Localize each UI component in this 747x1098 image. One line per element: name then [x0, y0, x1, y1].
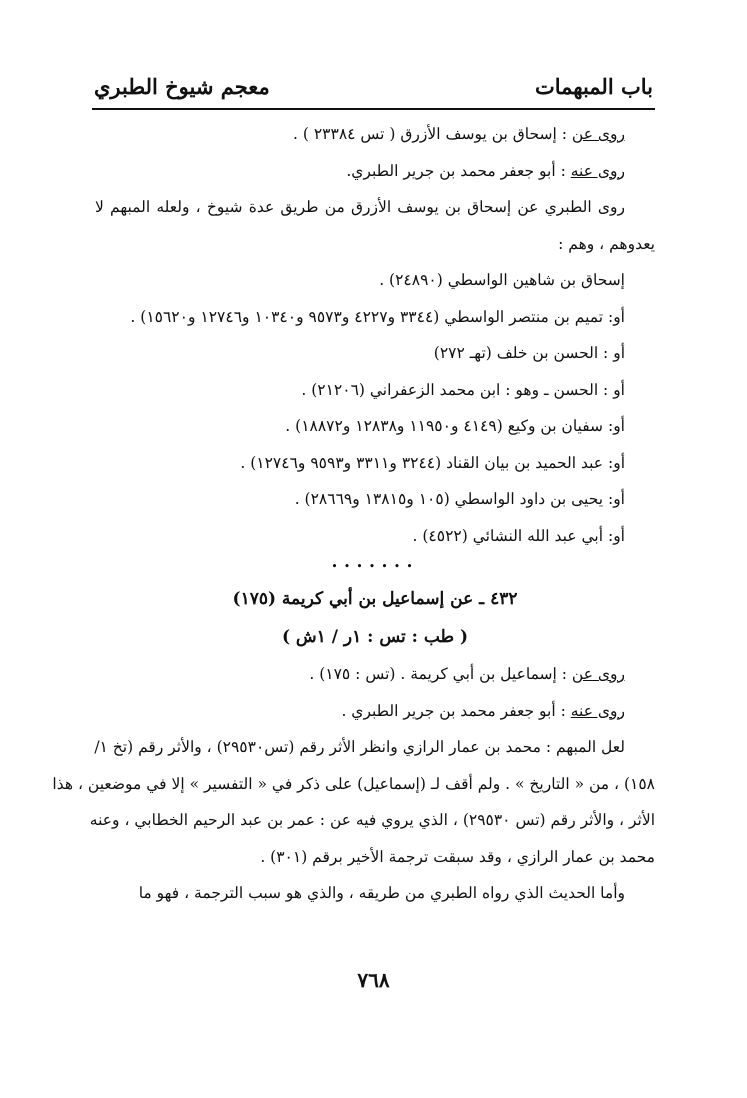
list-item: أو: يحيى بن داود الواسطي (١٠٥ و١٣٨١٥ و٢٨٦٦٩) .	[294, 490, 625, 508]
list-item: أو: سفيان بن وكيع (٤١٤٩ و١١٩٥٠ و١٢٨٣٨ و١٨٨٧٢) .	[285, 417, 625, 435]
paragraph-line: ١٥٨) ، من « التاريخ » . ولم أقف لـ (إسماعيل) على ذكر في « التفسير » إلا في موضعين ، هذا	[52, 774, 655, 793]
entry-subtitle: ( طب : تس : ١ر / ١ش )	[281, 627, 469, 647]
narrated-by-label: روى عنه	[570, 161, 625, 180]
narrated-from-label: روى عن	[571, 125, 625, 143]
page-number: ٧٦٨	[357, 968, 390, 992]
narrated-from-text: : إسحاق بن يوسف الأزرق ( تس ٢٣٣٨٤ ) .	[293, 125, 567, 143]
header-book-title: معجم شيوخ الطبري	[94, 74, 270, 99]
entry-narrated-by-line	[95, 693, 655, 730]
paragraph-line: لعل المبهم : محمد بن عمار الرازي وانظر الأثر رقم (تس٢٩٥٣٠) ، والأثر رقم (تخ ١/	[94, 738, 625, 756]
paragraph-line: محمد بن عمار الرازي ، وقد سبقت ترجمة الأخير برقم (٣٠١) .	[260, 847, 655, 866]
narrated-from-line	[95, 116, 655, 153]
entry-narrated-by-label: روى عنه	[570, 701, 625, 720]
list-item: إسحاق بن شاهين الواسطي (٢٤٨٩٠) .	[379, 271, 625, 289]
narrated-by-line	[95, 153, 655, 190]
paragraph-line: روى الطبري عن إسحاق بن يوسف الأزرق من طريق عدة شيوخ ، ولعله المبهم لا	[95, 198, 625, 216]
paragraph-line: يعدوهم ، وهم :	[558, 234, 655, 253]
entry-narrated-from-label: روى عن	[571, 665, 625, 683]
running-header	[92, 70, 655, 110]
entry-narrated-by-text: : أبو جعفر محمد بن جرير الطبري .	[341, 701, 566, 720]
list-item: أو : الحسن بن خلف (تهـ ٢٧٢)	[433, 344, 625, 362]
section-separator: •••••••	[331, 560, 419, 573]
page-content	[52, 116, 655, 912]
list-item: أو: عبد الحميد بن بيان القناد (٣٢٤٤ و٣٣١١ و٩٥٩٣ و١٢٧٤٦) .	[240, 453, 625, 472]
paragraph-line: وأما الحديث الذي رواه الطبري من طريقه ، والذي هو سبب الترجمة ، فهو ما	[138, 884, 625, 902]
narrated-by-text: : أبو جعفر محمد بن جرير الطبري.	[346, 161, 566, 180]
list-item: أو : الحسن ـ وهو : ابن محمد الزعفراني (٢١٢٠٦) .	[301, 380, 625, 399]
list-item: أو: تميم بن منتصر الواسطي (٣٣٤٤ و٤٢٢٧ و٩٥٧٣ و١٠٣٤٠ و١٢٧٤٦ و١٥٦٢٠) .	[130, 307, 625, 326]
entry-narrated-from-text: : إسماعيل بن أبي كريمة . (تس : ١٧٥) .	[309, 665, 567, 683]
list-item: أو: أبي عبد الله النشائي (٤٥٢٢) .	[412, 526, 625, 545]
header-chapter-title: باب المبهمات	[534, 74, 653, 99]
paragraph-line: الأثر ، والأثر رقم (تس ٢٩٥٣٠) ، الذي يروي فيه عن : عمر بن عبد الرحيم الخطابي ، وعنه	[89, 811, 655, 829]
entry-narrated-from-line	[95, 656, 655, 693]
entry-title: ٤٣٢ ـ عن إسماعيل بن أبي كريمة (١٧٥)	[232, 589, 518, 609]
